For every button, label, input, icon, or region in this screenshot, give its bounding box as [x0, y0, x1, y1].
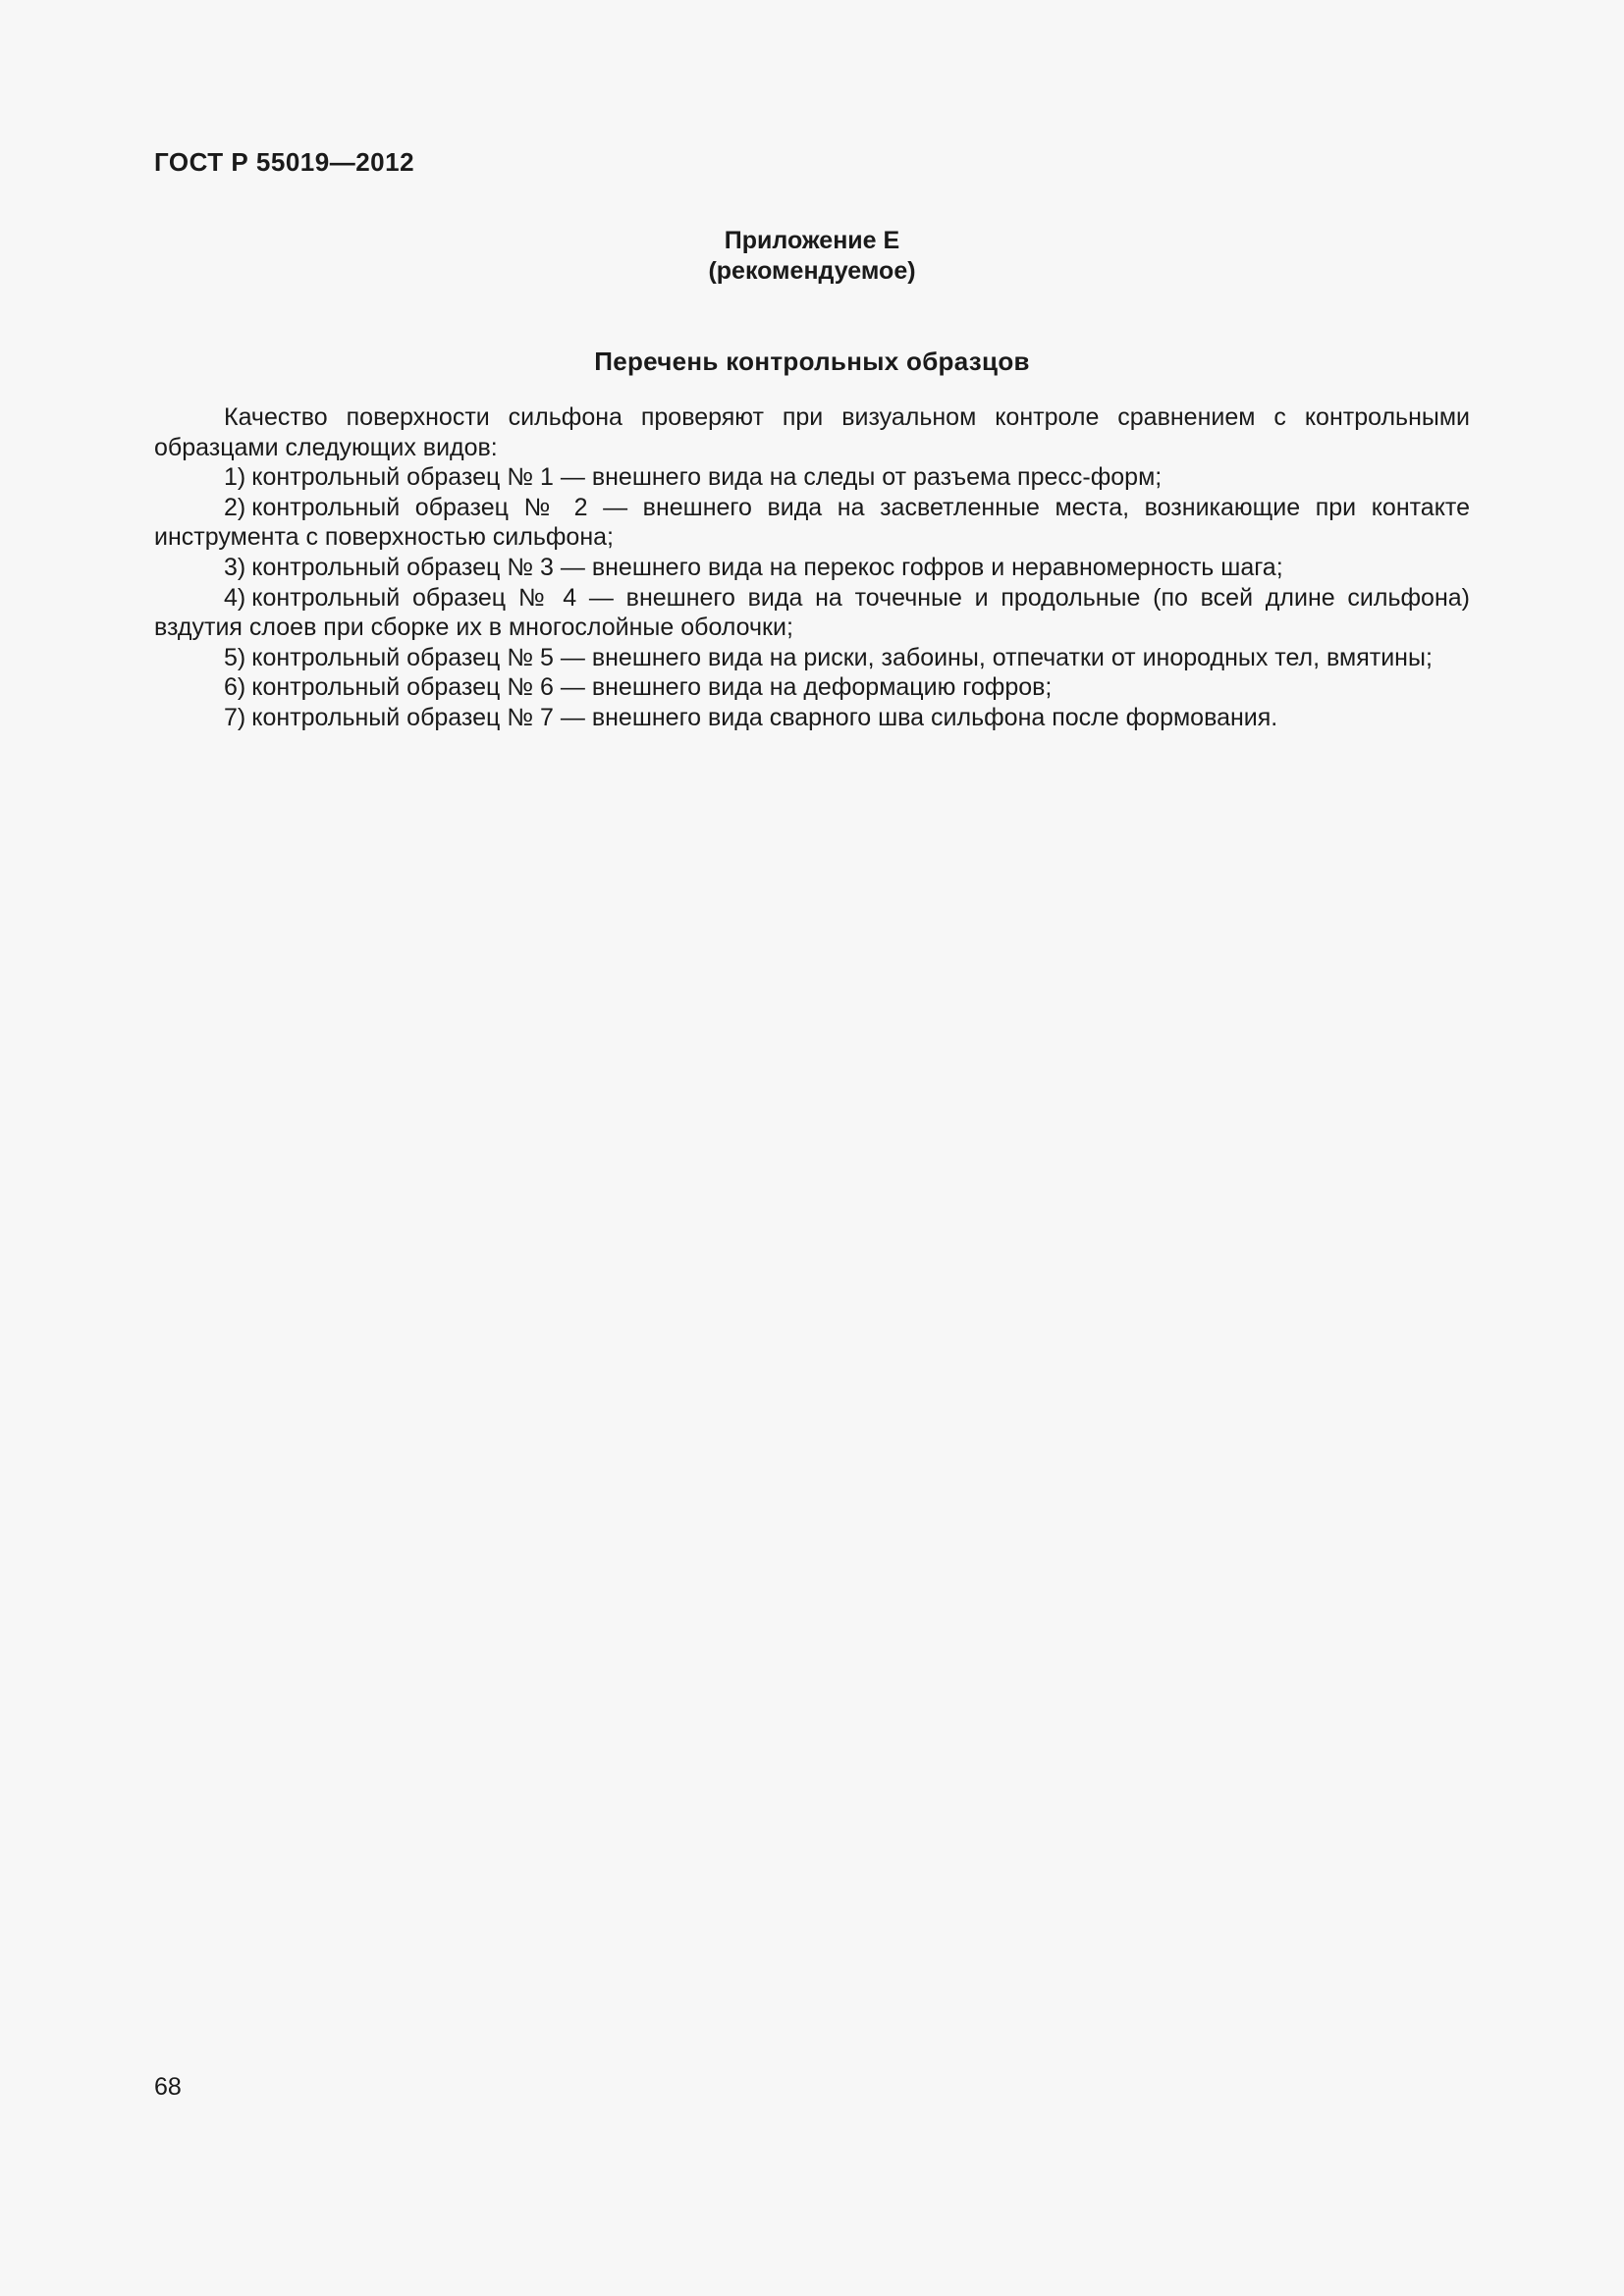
list-item-text: контрольный образец № 2 — внешнего вида на засветленные места, возникающие при контакте инструмента с поверхностью сильфона; [154, 493, 1470, 552]
list-item-number: 7) [224, 703, 246, 731]
appendix-heading [154, 226, 1470, 287]
document-body [154, 402, 1470, 733]
list-item-text: контрольный образец № 6 — внешнего вида на деформацию гофров; [251, 673, 1053, 702]
list-item-text: контрольный образец № 3 — внешнего вида на перекос гофров и неравномерность шага; [251, 553, 1283, 581]
appendix-title: Приложение Е [724, 227, 900, 254]
section-title: Перечень контрольных образцов [594, 347, 1030, 376]
document-code: ГОСТ Р 55019—2012 [154, 147, 415, 177]
list-item [154, 553, 1470, 583]
list-item-text: контрольный образец № 5 — внешнего вида на риски, забоины, отпечатки от инородных тел, вмятины; [251, 643, 1433, 671]
list-item [154, 583, 1470, 643]
intro-paragraph: Качество поверхности сильфона проверяют при визуальном контроле сравнением с контрольными образцами следующих видов: [154, 403, 1470, 461]
list-item-number: 1) [224, 463, 246, 492]
list-item-number: 5) [224, 643, 246, 671]
page-number: 68 [154, 2073, 182, 2101]
list-item [154, 493, 1470, 553]
appendix-status: (рекомендуемое) [708, 257, 916, 285]
list-item [154, 703, 1470, 733]
list-item-number: 6) [224, 673, 246, 702]
list-item-number: 4) [224, 583, 246, 612]
list-item-number: 3) [224, 553, 246, 581]
list-item-text: контрольный образец № 4 — внешнего вида на точечные и продольные (по всей длине сильфона) вздутия слоев при сборке их в многослойные оболочки; [154, 583, 1470, 642]
list-item-text: контрольный образец № 7 — внешнего вида сварного шва сильфона после формования. [251, 703, 1278, 731]
list-item [154, 672, 1470, 703]
list-item [154, 462, 1470, 493]
list-item-number: 2) [224, 493, 246, 521]
list-item-text: контрольный образец № 1 — внешнего вида на следы от разъема пресс-форм; [251, 463, 1163, 492]
list-item [154, 643, 1470, 673]
